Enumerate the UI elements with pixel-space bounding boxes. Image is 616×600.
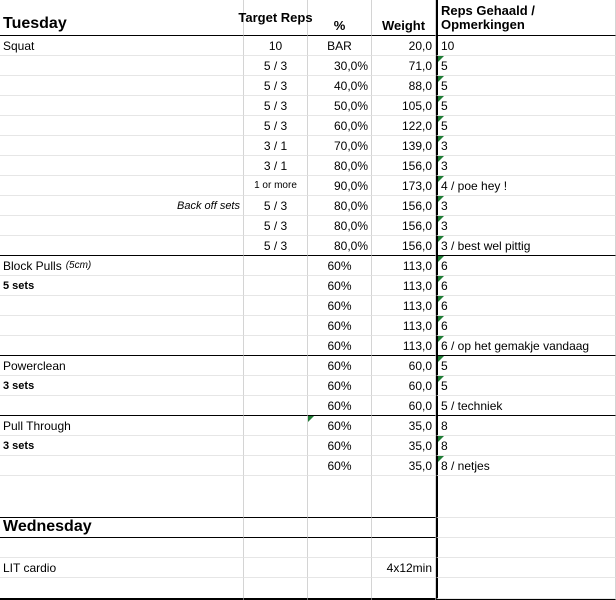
pull-through-weight-1[interactable]: 35,0	[372, 436, 436, 456]
squat-reps-7[interactable]: 1 or more	[244, 176, 308, 196]
powerclean-pct-1[interactable]: 60%	[308, 376, 372, 396]
wednesday-title[interactable]: Wednesday	[0, 518, 244, 538]
empty-cell[interactable]	[244, 256, 308, 276]
empty-cell[interactable]	[0, 76, 244, 96]
empty-cell[interactable]	[244, 376, 308, 396]
pull-through-pct-1[interactable]: 60%	[308, 436, 372, 456]
pull-through-note-0[interactable]: 8	[436, 416, 616, 436]
block-pulls-note-0[interactable]: 6	[436, 256, 616, 276]
powerclean-note-0[interactable]: 5	[436, 356, 616, 376]
empty-cell[interactable]	[244, 396, 308, 416]
squat-note-4[interactable]: 5	[436, 116, 616, 136]
exercise-name-pull-through[interactable]: Pull Through	[0, 416, 244, 436]
empty-cell[interactable]	[0, 216, 244, 236]
pull-through-weight-2[interactable]: 35,0	[372, 456, 436, 476]
empty-cell[interactable]	[436, 578, 616, 599]
squat-reps-3[interactable]: 5 / 3	[244, 96, 308, 116]
block-pulls-pct-1[interactable]: 60%	[308, 276, 372, 296]
pull-through-note-2[interactable]: 8 / netjes	[436, 456, 616, 476]
block-pulls-pct-2[interactable]: 60%	[308, 296, 372, 316]
block-pulls-weight-3[interactable]: 113,0	[372, 316, 436, 336]
squat-reps-1[interactable]: 5 / 3	[244, 56, 308, 76]
empty-cell[interactable]	[0, 538, 244, 558]
day-title[interactable]: Tuesday	[0, 0, 244, 36]
empty-cell[interactable]	[436, 538, 616, 558]
empty-cell[interactable]	[0, 116, 244, 136]
pull-through-pct-0[interactable]: 60%	[308, 416, 372, 436]
block-pulls-pct-4[interactable]: 60%	[308, 336, 372, 356]
squat-note-7[interactable]: 4 / poe hey !	[436, 176, 616, 196]
block-pulls-note-3[interactable]: 6	[436, 316, 616, 336]
squat-reps-0[interactable]: 10	[244, 36, 308, 56]
squat-weight-6[interactable]: 156,0	[372, 156, 436, 176]
squat-weight-4[interactable]: 122,0	[372, 116, 436, 136]
pull-through-note-1[interactable]: 8	[436, 436, 616, 456]
squat-note-0[interactable]: 10	[436, 36, 616, 56]
squat-reps-4[interactable]: 5 / 3	[244, 116, 308, 136]
squat-reps-2[interactable]: 5 / 3	[244, 76, 308, 96]
powerclean-weight-1[interactable]: 60,0	[372, 376, 436, 396]
empty-cell[interactable]	[436, 558, 616, 578]
block-pulls-note-1[interactable]: 6	[436, 276, 616, 296]
squat-note-2[interactable]: 5	[436, 76, 616, 96]
squat-weight-1[interactable]: 71,0	[372, 56, 436, 76]
empty-cell[interactable]	[0, 136, 244, 156]
weight-header[interactable]: Weight	[372, 0, 436, 36]
pull-through-sets[interactable]: 3 sets	[0, 436, 244, 456]
empty-cell[interactable]	[0, 296, 244, 316]
squat-weight-7[interactable]: 173,0	[372, 176, 436, 196]
squat-pct-9[interactable]: 80,0%	[308, 216, 372, 236]
squat-note-5[interactable]: 3	[436, 136, 616, 156]
empty-cell[interactable]	[244, 316, 308, 336]
empty-cell[interactable]	[0, 236, 244, 256]
empty-cell[interactable]	[0, 476, 244, 518]
squat-pct-5[interactable]: 70,0%	[308, 136, 372, 156]
exercise-name-squat[interactable]: Squat	[0, 36, 244, 56]
squat-reps-6[interactable]: 3 / 1	[244, 156, 308, 176]
pull-through-weight-0[interactable]: 35,0	[372, 416, 436, 436]
squat-pct-1[interactable]: 30,0%	[308, 56, 372, 76]
block-pulls-note-2[interactable]: 6	[436, 296, 616, 316]
squat-note-6[interactable]: 3	[436, 156, 616, 176]
block-pulls-weight-0[interactable]: 113,0	[372, 256, 436, 276]
empty-cell[interactable]	[244, 476, 308, 518]
squat-reps-5[interactable]: 3 / 1	[244, 136, 308, 156]
squat-pct-6[interactable]: 80,0%	[308, 156, 372, 176]
empty-cell[interactable]	[0, 156, 244, 176]
powerclean-note-1[interactable]: 5	[436, 376, 616, 396]
powerclean-sets[interactable]: 3 sets	[0, 376, 244, 396]
powerclean-weight-2[interactable]: 60,0	[372, 396, 436, 416]
powerclean-note-2[interactable]: 5 / techniek	[436, 396, 616, 416]
block-pulls-pct-3[interactable]: 60%	[308, 316, 372, 336]
empty-cell[interactable]	[244, 296, 308, 316]
squat-reps-10[interactable]: 5 / 3	[244, 236, 308, 256]
empty-cell[interactable]	[372, 476, 436, 518]
block-pulls-weight-1[interactable]: 113,0	[372, 276, 436, 296]
squat-weight-0[interactable]: 20,0	[372, 36, 436, 56]
squat-pct-3[interactable]: 50,0%	[308, 96, 372, 116]
squat-note-8[interactable]: 3	[436, 196, 616, 216]
squat-reps-8[interactable]: 5 / 3	[244, 196, 308, 216]
empty-cell[interactable]	[372, 518, 436, 538]
powerclean-weight-0[interactable]: 60,0	[372, 356, 436, 376]
empty-cell[interactable]	[244, 276, 308, 296]
squat-reps-9[interactable]: 5 / 3	[244, 216, 308, 236]
squat-note-1[interactable]: 5	[436, 56, 616, 76]
empty-cell[interactable]	[308, 476, 372, 518]
squat-weight-10[interactable]: 156,0	[372, 236, 436, 256]
lit-cardio-label[interactable]: LIT cardio	[0, 558, 244, 578]
block-pulls-pct-0[interactable]: 60%	[308, 256, 372, 276]
empty-cell[interactable]	[308, 538, 372, 558]
squat-note-3[interactable]: 5	[436, 96, 616, 116]
squat-pct-4[interactable]: 60,0%	[308, 116, 372, 136]
empty-cell[interactable]	[436, 476, 616, 518]
squat-weight-2[interactable]: 88,0	[372, 76, 436, 96]
squat-note-9[interactable]: 3	[436, 216, 616, 236]
squat-weight-5[interactable]: 139,0	[372, 136, 436, 156]
powerclean-pct-2[interactable]: 60%	[308, 396, 372, 416]
squat-pct-0[interactable]: BAR	[308, 36, 372, 56]
empty-cell[interactable]	[0, 396, 244, 416]
empty-cell[interactable]	[0, 96, 244, 116]
empty-cell[interactable]	[244, 538, 308, 558]
block-pulls-label: Block Pulls	[3, 258, 62, 273]
squat-pct-7[interactable]: 90,0%	[308, 176, 372, 196]
empty-cell[interactable]	[308, 578, 372, 599]
empty-cell[interactable]	[244, 518, 308, 538]
empty-cell[interactable]	[0, 316, 244, 336]
block-pulls-weight-4[interactable]: 113,0	[372, 336, 436, 356]
empty-cell[interactable]	[0, 336, 244, 356]
empty-cell[interactable]	[244, 416, 308, 436]
empty-cell[interactable]	[244, 558, 308, 578]
squat-weight-8[interactable]: 156,0	[372, 196, 436, 216]
percent-header[interactable]: %	[308, 0, 372, 36]
squat-weight-3[interactable]: 105,0	[372, 96, 436, 116]
lit-cardio-value[interactable]: 4x12min	[372, 558, 436, 578]
empty-cell[interactable]	[0, 56, 244, 76]
empty-cell[interactable]	[372, 578, 436, 599]
block-pulls-sub: (5cm)	[65, 260, 92, 271]
empty-cell[interactable]	[244, 336, 308, 356]
squat-weight-9[interactable]: 156,0	[372, 216, 436, 236]
squat-pct-2[interactable]: 40,0%	[308, 76, 372, 96]
exercise-name-block-pulls[interactable]	[0, 256, 244, 276]
block-pulls-note-4[interactable]: 6 / op het gemakje vandaag	[436, 336, 616, 356]
empty-cell[interactable]	[244, 436, 308, 456]
target-reps-header[interactable]: Target Reps	[244, 0, 308, 36]
back-off-sets-label[interactable]: Back off sets	[0, 196, 244, 216]
squat-pct-8[interactable]: 80,0%	[308, 196, 372, 216]
pull-through-pct-2[interactable]: 60%	[308, 456, 372, 476]
squat-note-10[interactable]: 3 / best wel pittig	[436, 236, 616, 256]
empty-cell[interactable]	[0, 578, 244, 599]
empty-cell[interactable]	[308, 518, 372, 538]
empty-cell[interactable]	[244, 456, 308, 476]
empty-cell[interactable]	[308, 558, 372, 578]
block-pulls-sets[interactable]: 5 sets	[0, 276, 244, 296]
empty-cell[interactable]	[244, 578, 308, 599]
notes-header[interactable]: Reps Gehaald / Opmerkingen	[436, 0, 616, 36]
empty-cell[interactable]	[436, 518, 616, 538]
empty-cell[interactable]	[244, 356, 308, 376]
exercise-name-powerclean[interactable]: Powerclean	[0, 356, 244, 376]
empty-cell[interactable]	[0, 176, 244, 196]
powerclean-pct-0[interactable]: 60%	[308, 356, 372, 376]
squat-pct-10[interactable]: 80,0%	[308, 236, 372, 256]
block-pulls-weight-2[interactable]: 113,0	[372, 296, 436, 316]
empty-cell[interactable]	[372, 538, 436, 558]
empty-cell[interactable]	[0, 456, 244, 476]
